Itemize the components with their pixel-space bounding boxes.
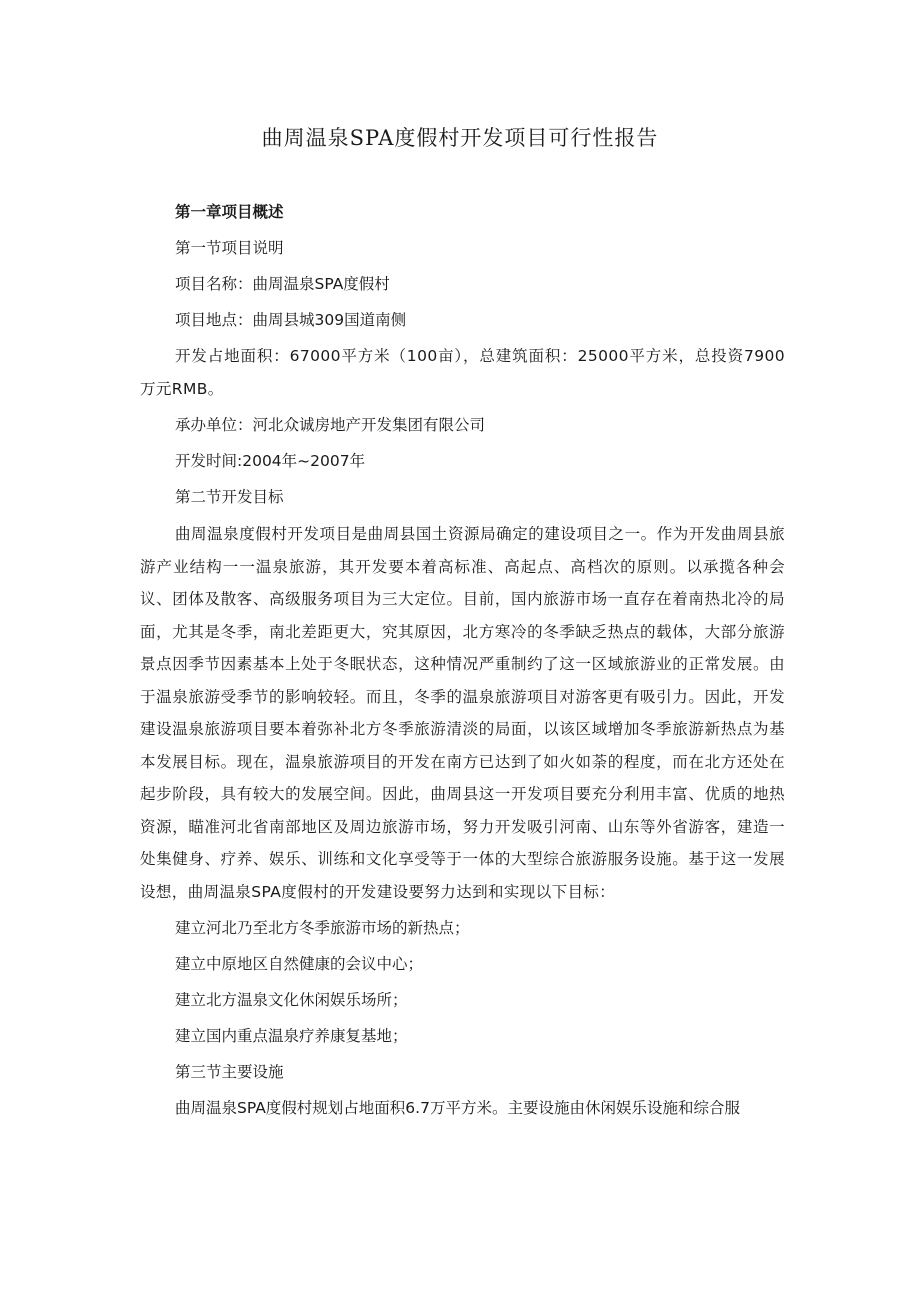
goal-item: 建立国内重点温泉疗养康复基地； — [175, 1027, 408, 1045]
goal-item: 建立北方温泉文化休闲娱乐场所； — [175, 991, 408, 1009]
section-heading-main-facilities: 第三节主要设施 — [175, 1063, 284, 1081]
goal-item: 建立河北乃至北方冬季旅游市场的新热点； — [175, 919, 470, 937]
goal-item: 建立中原地区自然健康的会议中心； — [175, 955, 424, 973]
organizer: 承办单位：河北众诚房地产开发集团有限公司 — [175, 416, 486, 434]
project-name: 项目名称：曲周温泉SPA度假村 — [175, 275, 390, 293]
development-goals-paragraph: 曲周温泉度假村开发项目是曲周县国土资源局确定的建设项目之一。作为开发曲周县旅游产业结构一一温泉旅游，其开发要本着高标准、高起点、高档次的原则。以承揽各种会议、团体及散客、高级服务项目为三大定位。目前，国内旅游市场一直存在着南热北冷的局面，尤其是冬季，南北差距更大，究其原因，北方寒冷的冬季缺乏热点的载体，大部分旅游景点因季节因素基本上处于冬眠状态，这种情况严重制约了这一区域旅游业的正常发展。由于温泉旅游受季节的影响较轻。而且，冬季的温泉旅游项目对游客更有吸引力。因此，开发建设温泉旅游项目要本着弥补北方冬季旅游清淡的局面，以该区域增加冬季旅游新热点为基本发展目标。现在，温泉旅游项目的开发在南方已达到了如火如荼的程度，而在北方还处在起步阶段，具有较大的发展空间。因此，曲周县这一开发项目要充分利用丰富、优质的地热资源，瞄准河北省南部地区及周边旅游市场，努力开发吸引河南、山东等外省游客，建造一处集健身、疗养、娱乐、训练和文化享受等于一体的大型综合旅游服务设施。基于这一发展设想，曲周温泉SPA度假村的开发建设要努力达到和实现以下目标： — [140, 525, 785, 901]
section-heading-development-goals: 第二节开发目标 — [175, 488, 284, 506]
main-facilities-paragraph: 曲周温泉SPA度假村规划占地面积6.7万平方米。主要设施由休闲娱乐设施和综合服 — [175, 1099, 740, 1117]
document-body — [140, 194, 785, 1126]
area-and-investment: 开发占地面积：67000平方米（100亩），总建筑面积：25000平方米，总投资7900万元RMB。 — [140, 347, 785, 398]
document-title: 曲周温泉SPA度假村开发项目可行性报告 — [261, 126, 659, 150]
project-location: 项目地点：曲周县城309国道南侧 — [175, 311, 407, 329]
section-heading-project-description: 第一节项目说明 — [175, 239, 284, 257]
chapter-heading: 第一章项目概述 — [175, 203, 284, 221]
development-time: 开发时间:2004年~2007年 — [175, 452, 366, 470]
